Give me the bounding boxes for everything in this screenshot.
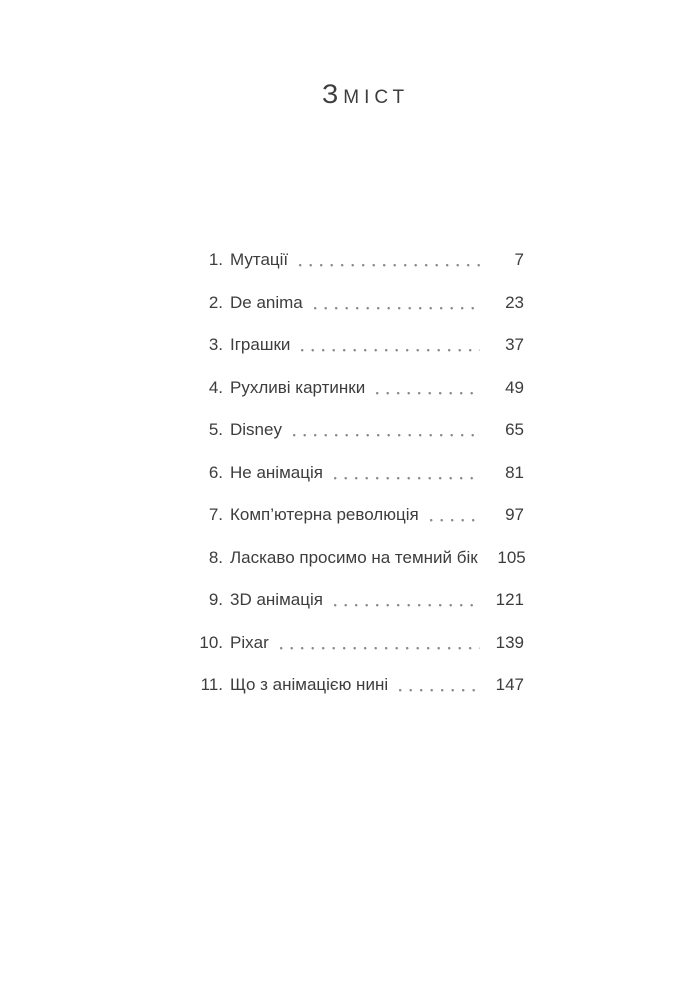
toc-entry (189, 548, 524, 568)
chapter-page-number: 121 (495, 590, 524, 609)
toc-entry (189, 378, 524, 398)
chapter-number: 4. (208, 377, 223, 397)
chapter-page-number: 81 (505, 462, 524, 482)
chapter-page-number: 147 (495, 675, 524, 694)
chapter-page-number: 23 (505, 292, 524, 312)
chapter-title: Ласкаво просимо на темний бік (230, 547, 478, 567)
toc-entry (189, 590, 524, 610)
dot-leader (323, 463, 488, 483)
page-title: Зміст (321, 79, 410, 109)
toc-entry (189, 505, 524, 525)
dot-leader (269, 633, 488, 653)
chapter-page-number: 37 (505, 335, 524, 354)
chapter-title: De anima (230, 292, 303, 312)
chapter-title: 3D анімація (230, 590, 323, 609)
chapter-page-number: 105 (497, 547, 526, 567)
chapter-page-number: 65 (505, 420, 524, 439)
chapter-number: 5. (208, 420, 223, 439)
chapter-number: 6. (208, 462, 223, 482)
dot-leader (303, 293, 488, 313)
toc-entry (189, 293, 524, 313)
chapter-number: 1. (208, 250, 223, 269)
toc-entry (189, 335, 524, 355)
chapter-page-number: 7 (514, 250, 524, 269)
chapter-number: 2. (208, 292, 223, 312)
dot-leader (365, 378, 488, 398)
chapter-page-number: 97 (505, 505, 524, 524)
chapter-number: 11. (200, 675, 223, 694)
chapter-number: 9. (208, 590, 223, 609)
chapter-page-number: 139 (495, 632, 524, 652)
chapter-title: Комп’ютерна революція (230, 505, 419, 524)
dot-leader (478, 548, 490, 568)
chapter-title: Іграшки (230, 335, 291, 354)
dot-leader (323, 590, 488, 610)
chapter-title: Pixar (230, 632, 269, 652)
chapter-number: 10. (199, 632, 223, 652)
dot-leader (288, 250, 488, 270)
chapter-number: 7. (208, 505, 223, 524)
chapter-number: 8. (208, 547, 223, 567)
toc-entry (189, 463, 524, 483)
chapter-title: Не анімація (230, 462, 323, 482)
toc-entry (189, 675, 524, 695)
chapter-number: 3. (208, 335, 223, 354)
chapter-title: Рухливі картинки (230, 377, 366, 397)
toc-entry (189, 420, 524, 440)
chapter-page-number: 49 (505, 377, 524, 397)
chapter-title: Disney (230, 420, 282, 439)
dot-leader (290, 335, 488, 355)
toc-entry (189, 633, 524, 653)
dot-leader (388, 675, 488, 695)
toc-entry (189, 250, 524, 270)
table-of-contents (189, 250, 524, 695)
chapter-title: Що з анімацією нині (230, 675, 389, 694)
chapter-title: Мутації (230, 250, 289, 269)
dot-leader (419, 505, 488, 525)
dot-leader (282, 420, 488, 440)
